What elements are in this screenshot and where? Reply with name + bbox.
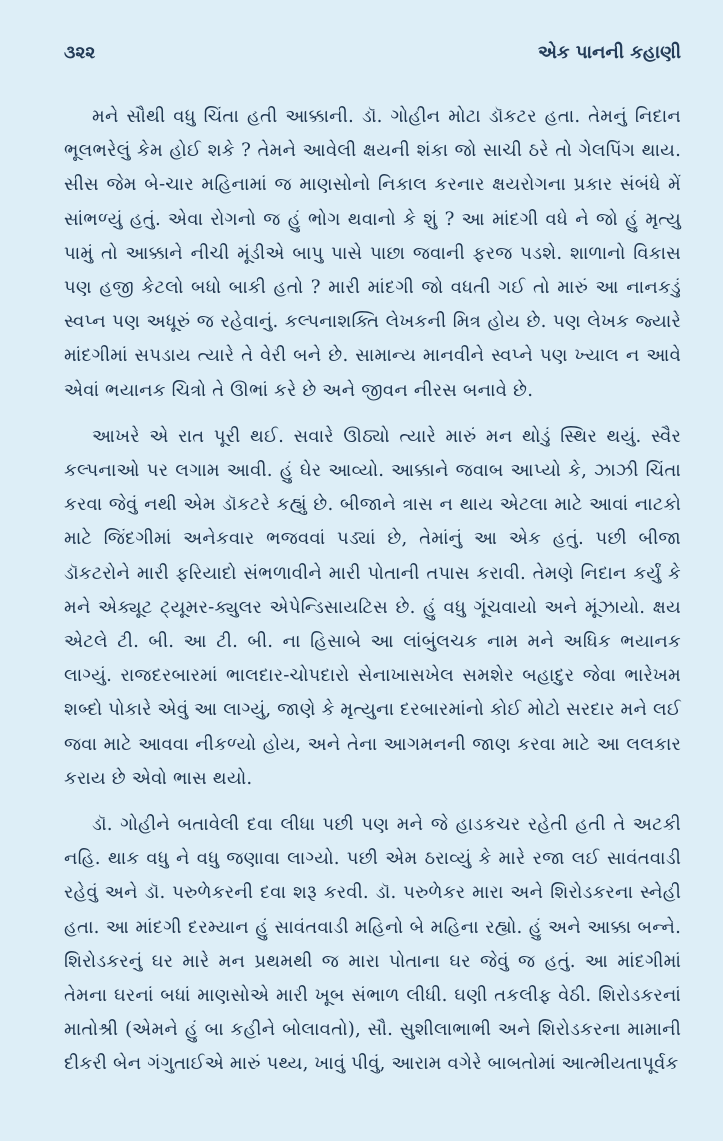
paragraph-1: મને સૌથી વધુ ચિંતા હતી આક્કાની. ડૉ. ગોહીન મોટા ડૉકટર હતા. તેમનું નિદાન ભૂલભરેલું કેમ હોઈ શકે ? તેમને આવેલી ક્ષયની શંકા જો સાચી ઠરે તો ગેલપિંગ થાય. સીસ જેમ બે-ચાર મહિનામાં જ માણસોનો નિકાલ કરનાર ક્ષયરોગના પ્રકાર સંબંધે મેં સાંભળ્યું હતું. એવા રોગનો જ હું ભોગ થવાનો કે શું ? આ માંદગી વધે ને જો હું મૃત્યુ પામું તો આક્કાને નીચી મૂંડીએ બાપુ પાસે પાછા જવાની ફરજ પડશે. શાળાનો વિકાસ પણ હજી કેટલો બધો બાકી હતો ? મારી માંદગી જો વધતી ગઈ તો મારું આ નાનકડું સ્વપ્ન પણ અધૂરું જ રહેવાનું. કલ્પનાશક્તિ લેખકની મિત્ર હોય છે. પણ લેખક જ્યારે માંદગીમાં સપડાય ત્યારે તે વેરી બને છે. સામાન્ય માનવીને સ્વપ્ને પણ ખ્યાલ ન આવે એવાં ભયાનક ચિત્રો તે ઊભાં કરે છે અને જીવન નીરસ બનાવે છે. <box>64 106 681 401</box>
paragraph-2: આખરે એ રાત પૂરી થઈ. સવારે ઊઠ્યો ત્યારે મારું મન થોડું સ્થિર થયું. સ્વૈર કલ્પનાઓ પર લગામ આવી. હું ઘેર આવ્યો. આક્કાને જવાબ આપ્યો કે, ઝાઝી ચિંતા કરવા જેવું નથી એમ ડૉકટરે કહ્યું છે. બીજાને ત્રાસ ન થાય એટલા માટે આવાં નાટકો માટે જિંદગીમાં અનેકવાર ભજવવાં પડ્યાં છે, તેમાંનું આ એક હતું. પછી બીજા ડૉકટરોને મારી ફરિયાદો સંભળાવીને મારી પોતાની તપાસ કરાવી. તેમણે નિદાન કર્યું કે મને એક્યૂટ ટ્યૂમર-ક્યુલર એપેન્ડિસાયટિસ છે. હું વધુ ગૂંચવાયો અને મૂંઝાયો. ક્ષય એટલે ટી. બી. આ ટી. બી. ના હિસાબે આ લાંબુંલચક નામ મને અધિક ભયાનક લાગ્યું. રાજદરબારમાં ભાલદાર-ચોપદારો સેનાખાસખેલ સમશેર બહાદુર જેવા ભારેખમ શબ્દો પોકારે એવું આ લાગ્યું, જાણે કે મૃત્યુના દરબારમાંનો કોઈ મોટો સરદાર મને લઈ જવા માટે આવવા નીકળ્યો હોય, અને તેના આગમનની જાણ કરવા માટે આ લલકાર કરાય છે એવો ભાસ થયો. <box>64 425 681 789</box>
page-number: ૩૨૨ <box>64 43 96 63</box>
body-text <box>64 100 681 1082</box>
paragraph-3: ડૉ. ગોહીને બતાવેલી દવા લીધા પછી પણ મને જે હાડકચર રહેતી હતી તે અટકી નહિ. થાક વધુ ને વધુ જણાવા લાગ્યો. પછી એમ ઠરાવ્યું કે મારે રજા લઈ સાવંતવાડી રહેવું અને ડૉ. પરુળેકરની દવા શરૂ કરવી. ડૉ. પરુળેકર મારા અને શિરોડકરના સ્નેહી હતા. આ માંદગી દરમ્યાન હું સાવંતવાડી મહિનો બે મહિના રહ્યો. હું અને આક્કા બન્ને. શિરોડકરનું ઘર મારે મન પ્રથમથી જ મારા પોતાના ઘર જેવું જ હતું. આ માંદગીમાં તેમના ઘરનાં બધાં માણસોએ મારી ખૂબ સંભાળ લીધી. ઘણી તકલીફ વેઠી. શિરોડકરનાં માતોશ્રી (એમને હું બા કહીને બોલાવતો), સૌ. સુશીલાભાભી અને શિરોડકરના મામાની દીકરી બેન ગંગુતાઈએ મારું પથ્ય, ખાવું પીવું, આરામ વગેરે બાબતોમાં આત્મીયતાપૂર્વક <box>64 814 681 1075</box>
page-header <box>64 42 681 76</box>
running-title: એક પાનની કહાણી <box>537 42 681 63</box>
